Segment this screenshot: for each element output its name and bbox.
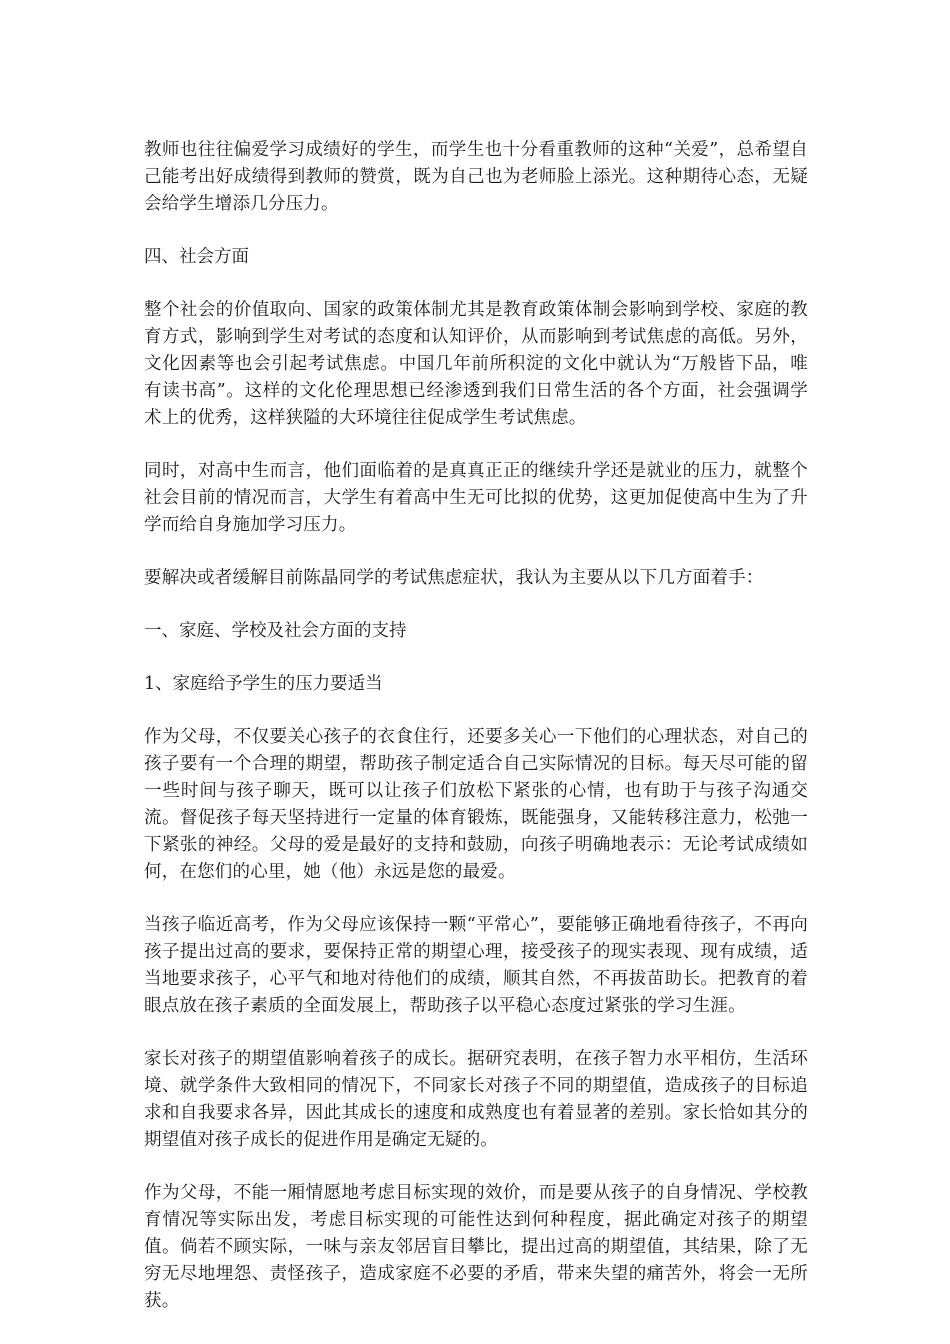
heading-support: 一、家庭、学校及社会方面的支持 <box>144 621 407 641</box>
paragraph-social-values: 整个社会的价值取向、国家的政策体制尤其是教育政策体制会影响到学校、家庭的教育方式，影响到学生对考试的态度和认知评价，从而影响到考试焦虑的高低。另外，文化因素等也会引起考试焦虑。中国几年前所积淀的文化中就认为“万般皆下品，唯有读书高”。这样的文化伦理思想已经渗透到我们日常生活的各个方面，社会强调学术上的优秀，这样狭隘的大环境往往促成学生考试焦虑。 <box>144 300 808 428</box>
paragraph-expectation-effect: 家长对孩子的期望值影响着孩子的成长。据研究表明，在孩子智力水平相仿，生活环境、就学条件大致相同的情况下，不同家长对孩子不同的期望值，造成孩子的目标追求和自我要求各异，因此其成长的速度和成熟度也有着显著的差别。家长恰如其分的期望值对孩子成长的促进作用是确定无疑的。 <box>144 1049 808 1150</box>
heading-family-pressure: 1、家庭给予学生的压力要适当 <box>144 674 383 694</box>
heading-social-aspect: 四、社会方面 <box>144 247 249 267</box>
document-page <box>144 137 808 1341</box>
paragraph-parents-care: 作为父母，不仅要关心孩子的衣食住行，还要多关心一下他们的心理状态，对自己的孩子要有一个合理的期望，帮助孩子制定适合自己实际情况的目标。每天尽可能的留一些时间与孩子聊天，既可以让孩子们放松下紧张的心情，也有助于与孩子沟通交流。督促孩子每天坚持进行一定量的体育锻炼，既能强身，又能转移注意力，松弛一下紧张的神经。父母的爱是最好的支持和鼓励，向孩子明确地表示：无论考试成绩如何，在您们的心里，她（他）永远是您的最爱。 <box>144 727 808 882</box>
paragraph-teacher-expectation: 教师也往往偏爱学习成绩好的学生，而学生也十分看重教师的这种“关爱”，总希望自己能考出好成绩得到教师的赞赏，既为自己也为老师脸上添光。这种期待心态，无疑会给学生增添几分压力。 <box>144 140 808 214</box>
paragraph-calm-mind: 当孩子临近高考，作为父母应该保持一颗“平常心”，要能够正确地看待孩子，不再向孩子提出过高的要求，要保持正常的期望心理，接受孩子的现实表现、现有成绩，适当地要求孩子，心平气和地对待他们的成绩，顺其自然，不再拔苗助长。把教育的着眼点放在孩子素质的全面发展上，帮助孩子以平稳心态度过紧张的学习生涯。 <box>144 915 808 1016</box>
paragraph-high-school-pressure: 同时，对高中生而言，他们面临着的是真真正正的继续升学还是就业的压力，就整个社会目前的情况而言，大学生有着高中生无可比拟的优势，这更加促使高中生为了升学而给自身施加学习压力。 <box>144 461 808 535</box>
paragraph-solution-intro: 要解决或者缓解目前陈晶同学的考试焦虑症状，我认为主要从以下几方面着手： <box>144 568 764 588</box>
paragraph-realistic-goals: 作为父母，不能一厢情愿地考虑目标实现的效价，而是要从孩子的自身情况、学校教育情况等实际出发，考虑目标实现的可能性达到何种程度，据此确定对孩子的期望值。倘若不顾实际，一味与亲友邻居盲目攀比，提出过高的期望值，其结果，除了无穷无尽地埋怨、责怪孩子，造成家庭不必要的矛盾，带来失望的痛苦外，将会一无所获。 <box>144 1183 808 1311</box>
